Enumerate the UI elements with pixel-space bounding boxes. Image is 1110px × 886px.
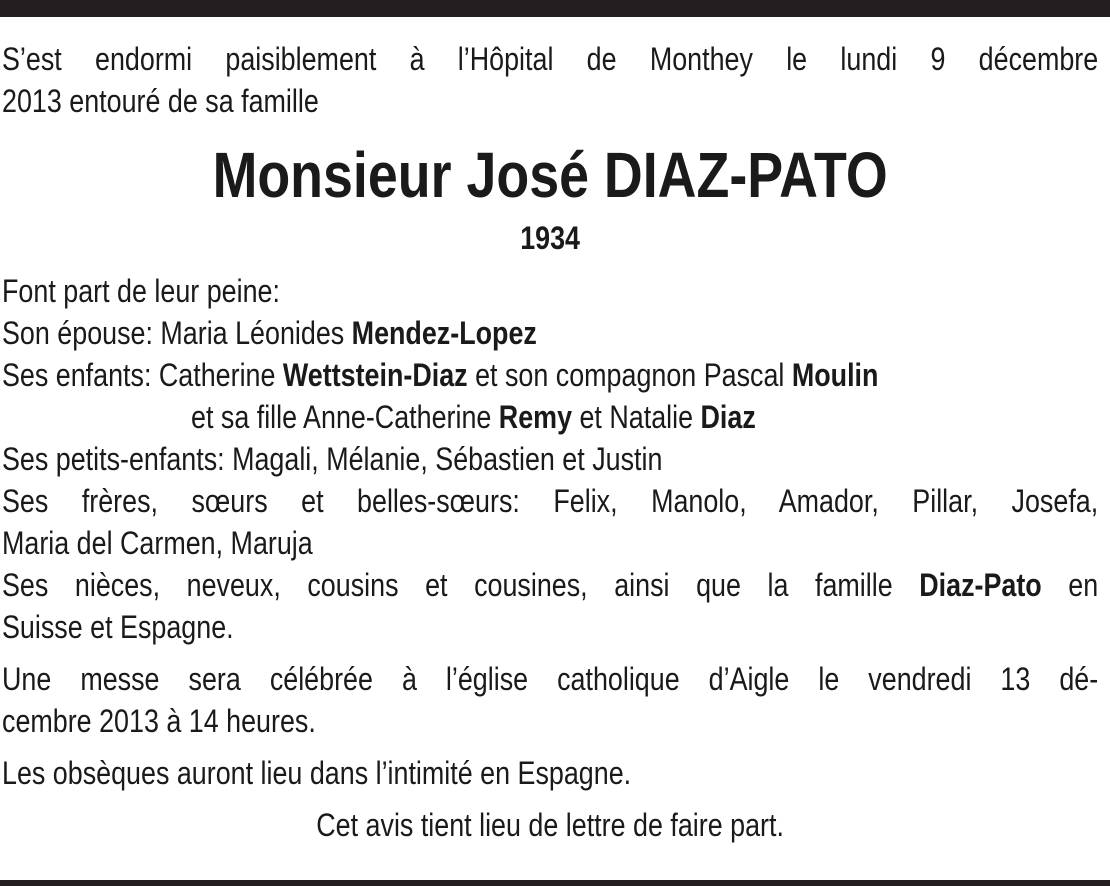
children-mid: et son compagnon Pascal: [467, 357, 792, 393]
intro-line-2: 2013 entouré de sa famille: [2, 83, 319, 119]
extended-family-line-1: [2, 564, 1098, 606]
extended-pre: Ses nièces, neveux, cousins et cousines, ainsi que la famille: [2, 567, 920, 603]
funeral-line: Les obsèques auront lieu dans l’intimité en Espagne.: [2, 755, 632, 791]
intro-line-1: S’est endormi paisiblement à l’Hôpital de Monthey le lundi 9 décembre: [2, 41, 1099, 77]
children-line2-pre: et sa fille Anne-Catherine: [191, 399, 499, 435]
children-label: Ses enfants: Catherine: [2, 357, 283, 393]
granddaughter-surname: Remy: [498, 399, 573, 435]
bottom-rule: [0, 880, 1110, 886]
grandchildren-line: Ses petits-enfants: Magali, Mélanie, Sébastien et Justin: [2, 441, 663, 477]
children-line2-mid: et Natalie: [572, 399, 701, 435]
mass-line-2: cembre 2013 à 14 heures.: [2, 703, 316, 739]
siblings-line-2: Maria del Carmen, Maruja: [2, 525, 313, 561]
mass-line-1: Une messe sera célébrée à l’église catholique d’Aigle le vendredi 13 dé-: [2, 661, 1099, 697]
partner-surname: Moulin: [791, 357, 879, 393]
mass-paragraph: [2, 658, 1098, 742]
obituary-notice: [2, 38, 1098, 846]
intro-paragraph: [2, 38, 1098, 122]
siblings-line-1: Ses frères, sœurs et belles-sœurs: Felix, Manolo, Amador, Pillar, Josefa,: [2, 483, 1099, 519]
family-surname: Diaz-Pato: [919, 567, 1042, 603]
deceased-birth-year: 1934: [520, 220, 580, 256]
extended-family-line-2: Suisse et Espagne.: [2, 609, 234, 645]
children-line-2: [2, 396, 1098, 438]
deceased-name: Monsieur José DIAZ-PATO: [212, 139, 888, 211]
spouse-line: [2, 312, 1098, 354]
extended-post: en: [1041, 567, 1099, 603]
top-rule: [0, 0, 1110, 17]
child-surname-1: Wettstein-Diaz: [282, 357, 468, 393]
family-heading: Font part de leur peine:: [2, 273, 280, 309]
children-line-1: [2, 354, 1098, 396]
closing-line: Cet avis tient lieu de lettre de faire part.: [316, 807, 784, 843]
child-surname-2: Diaz: [700, 399, 756, 435]
spouse-label: Son épouse: Maria Léonides: [2, 315, 352, 351]
spouse-surname: Mendez-Lopez: [351, 315, 537, 351]
family-section: [2, 270, 1098, 648]
